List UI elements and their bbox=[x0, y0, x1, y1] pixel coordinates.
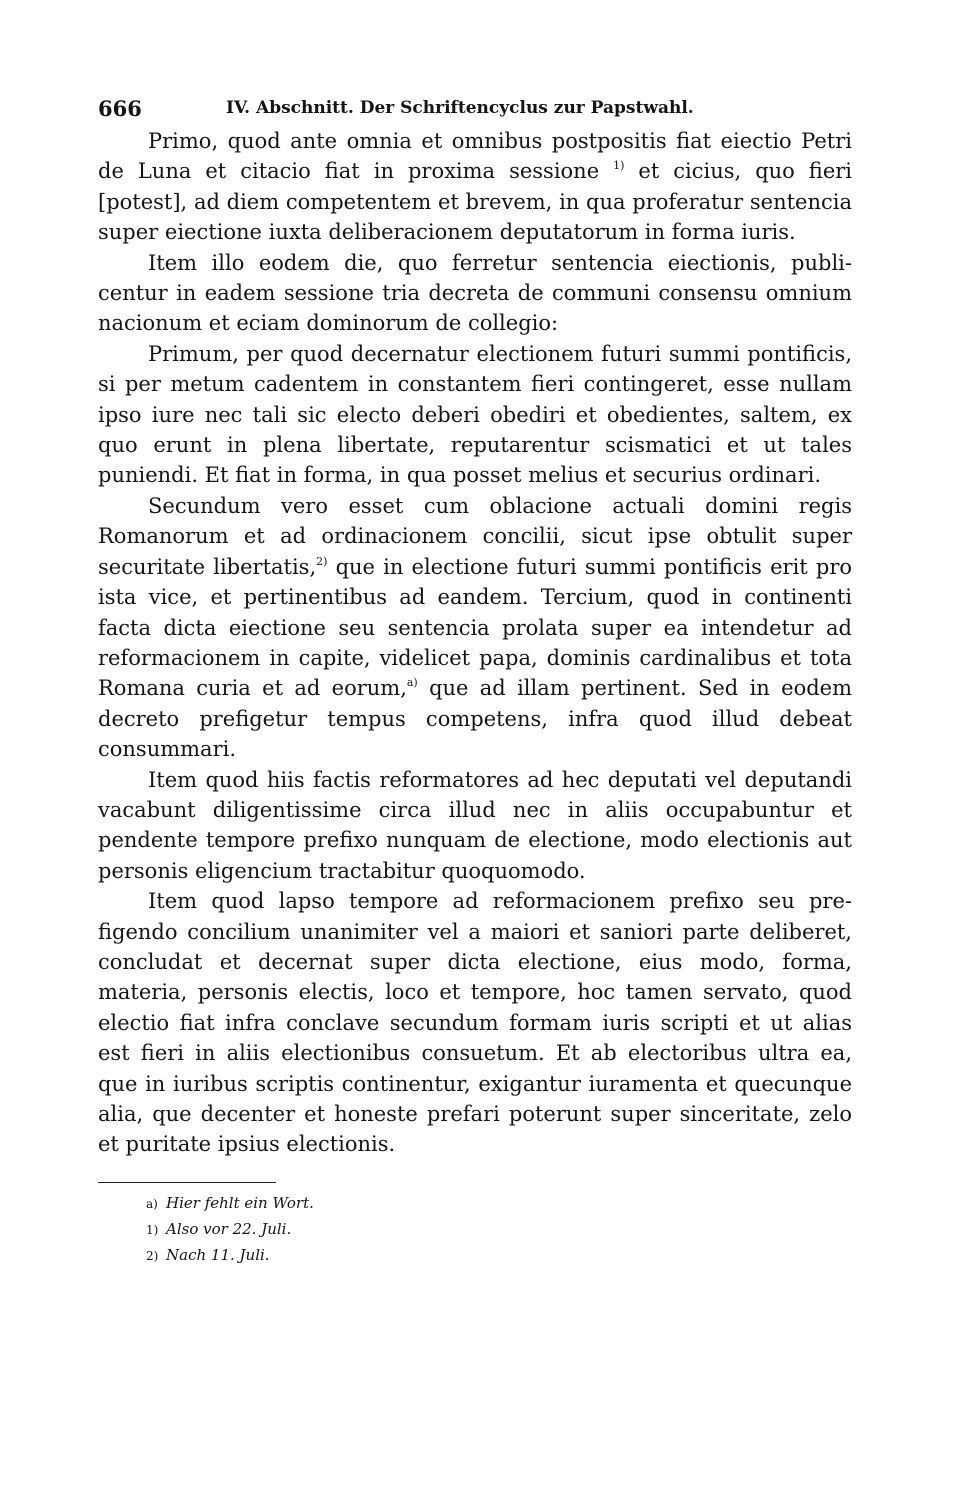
paragraph-text: Primum, per quod decernatur electionem futuri summi pontificis, si per metum cadentem in constantem fieri contingeret, esse nullam ipso iure nec tali sic electo deberi obediri et obedientes, saltem, ex quo erunt in plena libertate, reputarentur scismatici et ut tales puniendi. Et fiat in forma, in qua posset melius et securius ordinari. bbox=[98, 341, 852, 488]
body-paragraph bbox=[98, 491, 852, 765]
paragraph-text: et cicius, quo fieri [potest], ad diem competentem et brevem, in qua proferatur sentencia super eiectione iuxta deliberacionem deputatorum in forma iuris. bbox=[98, 159, 852, 245]
footnote-mark: a) bbox=[146, 1196, 158, 1211]
footnote bbox=[146, 1191, 852, 1217]
body-paragraph bbox=[98, 339, 852, 491]
paragraph-text: Primo, quod ante omnia et omnibus postpositis fiat eiectio Petri de Luna et citacio fiat in proxima sessione bbox=[98, 129, 852, 184]
body-paragraph bbox=[98, 765, 852, 887]
page-header bbox=[98, 92, 852, 126]
paragraph-text: Secundum vero esset cum oblacione actuali domini regis Romanorum et ad ordinacionem concilii, sicut ipse obtulit super securitate libertatis, bbox=[98, 493, 852, 579]
footnote-text: Hier fehlt ein Wort. bbox=[166, 1193, 314, 1212]
paragraph-text: que in electione futuri summi pontificis erit pro ista vice, et pertinentibus ad eandem. Tercium, quod in continenti facta dicta eiectione seu sentencia prolata super ea intendetur ad reformacionem in capite, videlicet papa, dominis cardinalibus et tota Romana curia et ad eorum, bbox=[98, 554, 852, 701]
footnote-text: Nach 11. Juli. bbox=[166, 1245, 270, 1264]
body-paragraph bbox=[98, 886, 852, 1160]
paragraph-text: Item quod hiis factis reformatores ad hec deputati vel deputandi vacabunt diligentissime circa illud nec in aliis occupabuntur et pendente tempore prefixo nunquam de electione, modo electionis aut personis eligencium tractabitur quoquomodo. bbox=[98, 767, 852, 883]
body-paragraph bbox=[98, 126, 852, 248]
footnote-divider bbox=[98, 1182, 276, 1183]
footnote-text: Also vor 22. Juli. bbox=[166, 1219, 292, 1238]
footnote bbox=[146, 1217, 852, 1243]
footnote-mark: 2) bbox=[146, 1248, 159, 1263]
book-page bbox=[98, 92, 852, 1269]
body-paragraph bbox=[98, 248, 852, 339]
page-number: 666 bbox=[98, 96, 142, 121]
footnote-reference: 2) bbox=[316, 554, 328, 568]
footnotes bbox=[98, 1191, 852, 1269]
footnote-mark: 1) bbox=[146, 1222, 159, 1237]
footnote-reference: 1) bbox=[613, 159, 625, 173]
paragraph-text: Item illo eodem die, quo ferretur sentencia eiectionis, publicentur in eadem sessione tria decreta de communi consensu omnium nacionum et eciam dominorum de collegio: bbox=[98, 250, 852, 336]
running-title: IV. Abschnitt. Der Schriftencyclus zur Papstwahl. bbox=[226, 98, 694, 118]
footnote bbox=[146, 1243, 852, 1269]
paragraph-text: Item quod lapso tempore ad reformacionem prefixo seu prefigendo concilium unanimiter vel a maiori et saniori parte deliberet, concludat et decernat super dicta electione, eius modo, forma, materia, personis electis, loco et tempore, hoc tamen servato, quod electio fiat infra conclave secundum formam iuris scripti et ut alias est fieri in aliis electionibus consuetum. Et ab electoribus ultra ea, que in iuribus scriptis continentur, exigantur iuramenta et quecunque alia, que decenter et honeste prefari poterunt super sinceritate, zelo et puritate ipsius electionis. bbox=[98, 889, 852, 1157]
main-text bbox=[98, 126, 852, 1160]
footnote-reference: a) bbox=[406, 676, 418, 690]
paragraph-text: que ad illam pertinent. Sed in eodem decreto prefigetur tempus competens, infra quod illud debeat consummari. bbox=[98, 676, 852, 762]
